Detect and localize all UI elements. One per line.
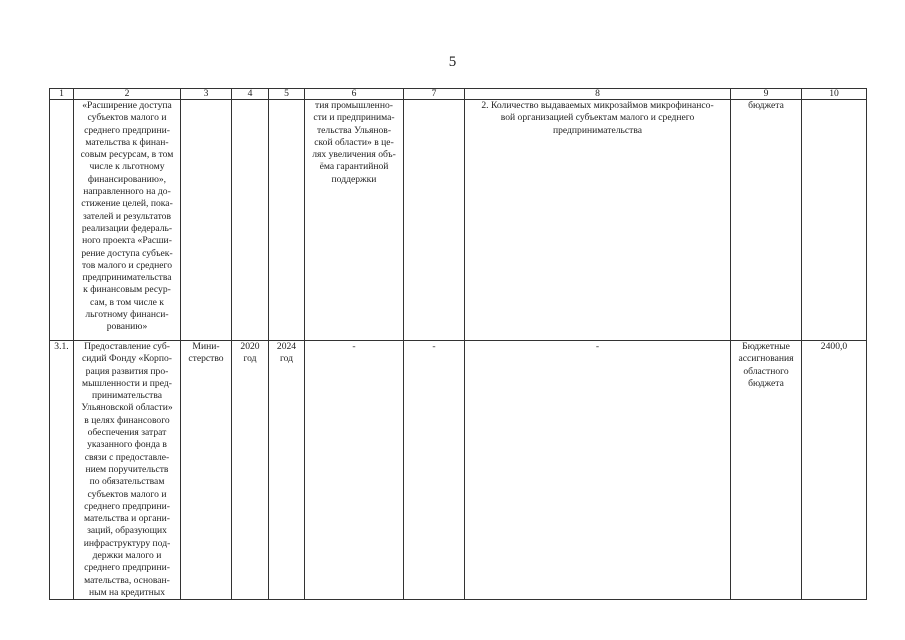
program-table (49, 88, 867, 600)
executor-cell (181, 100, 232, 341)
header-cell: 7 (404, 89, 465, 100)
text-line: к финансовым ресур- (83, 284, 171, 296)
text-line: сидий Фонду «Корпо- (82, 353, 172, 365)
text-line: Ульяновской области» (81, 402, 173, 414)
end-year-cell (269, 341, 305, 600)
page-number: 5 (448, 54, 457, 70)
text-line: направленного на до- (83, 186, 171, 198)
text-line: стижение целей, пока- (81, 198, 173, 210)
text-line: тельства Ульянов- (316, 124, 392, 136)
text-line: среднего предприни- (84, 124, 170, 136)
text-line: указанного фонда в (87, 439, 167, 451)
indicator-cell: - (465, 341, 731, 600)
header-cell: 8 (465, 89, 731, 100)
end-year-cell (269, 100, 305, 341)
column-7-cell: - (404, 341, 465, 600)
text-line: областного (743, 365, 789, 377)
header-cell: 9 (731, 89, 802, 100)
column-7-cell (404, 100, 465, 341)
text-line: субъектов малого и (87, 112, 167, 124)
start-year-cell (232, 100, 269, 341)
text-line: рение доступа субъек- (81, 247, 173, 259)
text-line: ассигнования (738, 353, 794, 365)
text-line: предпринимательства (552, 124, 643, 136)
text-line: ёма гарантийной (319, 161, 389, 173)
text-line: мышленности и пред- (82, 377, 172, 389)
text-line: ного проекта «Расши- (82, 235, 172, 247)
header-row (50, 89, 867, 100)
header-cell: 2 (74, 89, 181, 100)
table-row (50, 100, 867, 341)
header-cell: 6 (305, 89, 404, 100)
event-name-cell (74, 100, 181, 341)
row-number-cell (50, 100, 74, 341)
table-row (50, 341, 867, 600)
text-line: среднего предприни- (84, 500, 170, 512)
header-cell: 10 (802, 89, 867, 100)
text-line: рованию» (106, 321, 148, 333)
header-cell: 4 (232, 89, 269, 100)
start-year-cell (232, 341, 269, 600)
text-line: субъектов малого и (87, 488, 167, 500)
amount-cell: 2400,0 (802, 341, 867, 600)
text-line: вой организацией субъектам малого и среднего (500, 112, 695, 124)
text-line: сам, в том числе к (90, 296, 164, 308)
header-cell: 1 (50, 89, 74, 100)
goal-cell (305, 100, 404, 341)
text-line: рация развития про- (85, 365, 169, 377)
text-line: год (279, 353, 294, 365)
text-line: Мини- (192, 341, 220, 352)
text-line: обеспечения затрат (87, 427, 167, 439)
text-line: связи с предоставле- (84, 451, 170, 463)
executor-cell (181, 341, 232, 600)
text-line: льготному финанси- (85, 309, 169, 321)
text-line: держки малого и (92, 550, 162, 562)
text-line: тов малого и среднего (81, 259, 173, 271)
funding-source-cell (731, 341, 802, 600)
amount-cell (802, 100, 867, 341)
row-number-cell: 3.1. (50, 341, 74, 600)
text-line: Предоставление суб- (84, 341, 170, 352)
text-line: по обязательствам (89, 476, 165, 488)
text-line: нием поручительств (85, 463, 169, 475)
event-name-cell (74, 341, 181, 600)
text-line: бюджета (748, 377, 784, 389)
text-line: в целях финансового (84, 414, 170, 426)
text-line: бюджета (748, 100, 784, 111)
header-cell: 5 (269, 89, 305, 100)
text-line: мательства, основан- (84, 574, 170, 586)
text-line: 2. Количество выдаваемых микрозаймов микрофинансо- (481, 100, 714, 111)
text-line: реализации федераль- (81, 222, 173, 234)
text-line: 2020 (240, 341, 260, 352)
funding-source-cell (731, 100, 802, 341)
text-line: финансированию», (87, 173, 167, 185)
text-line: мательства к финан- (85, 136, 169, 148)
text-line: зателей и результатов (82, 210, 171, 222)
goal-cell: - (305, 341, 404, 600)
text-line: поддержки (331, 173, 377, 185)
text-line: 2024 (276, 341, 297, 352)
text-line: ской области» в це- (314, 136, 394, 148)
text-line: принимательства (91, 390, 163, 402)
text-line: заций, образующих (87, 525, 167, 537)
text-line: «Расширение доступа (82, 100, 172, 111)
text-line: ным на кредитных (88, 586, 165, 598)
text-line: год (243, 353, 257, 365)
text-line: совым ресурсам, в том (80, 149, 174, 161)
text-line: инфраструктуру под- (83, 537, 171, 549)
text-line: среднего предприни- (84, 562, 170, 574)
text-line: тия промышленно- (315, 100, 393, 111)
text-line: предпринимательства (82, 272, 172, 284)
text-line: лях увеличения объ- (312, 149, 396, 161)
text-line: стерство (188, 353, 224, 365)
indicator-cell (465, 100, 731, 341)
text-line: Бюджетные (742, 341, 790, 352)
text-line: мательства и органи- (84, 513, 170, 525)
text-line: сти и предпринима- (313, 112, 395, 124)
text-line: числе к льготному (89, 161, 165, 173)
header-cell: 3 (181, 89, 232, 100)
